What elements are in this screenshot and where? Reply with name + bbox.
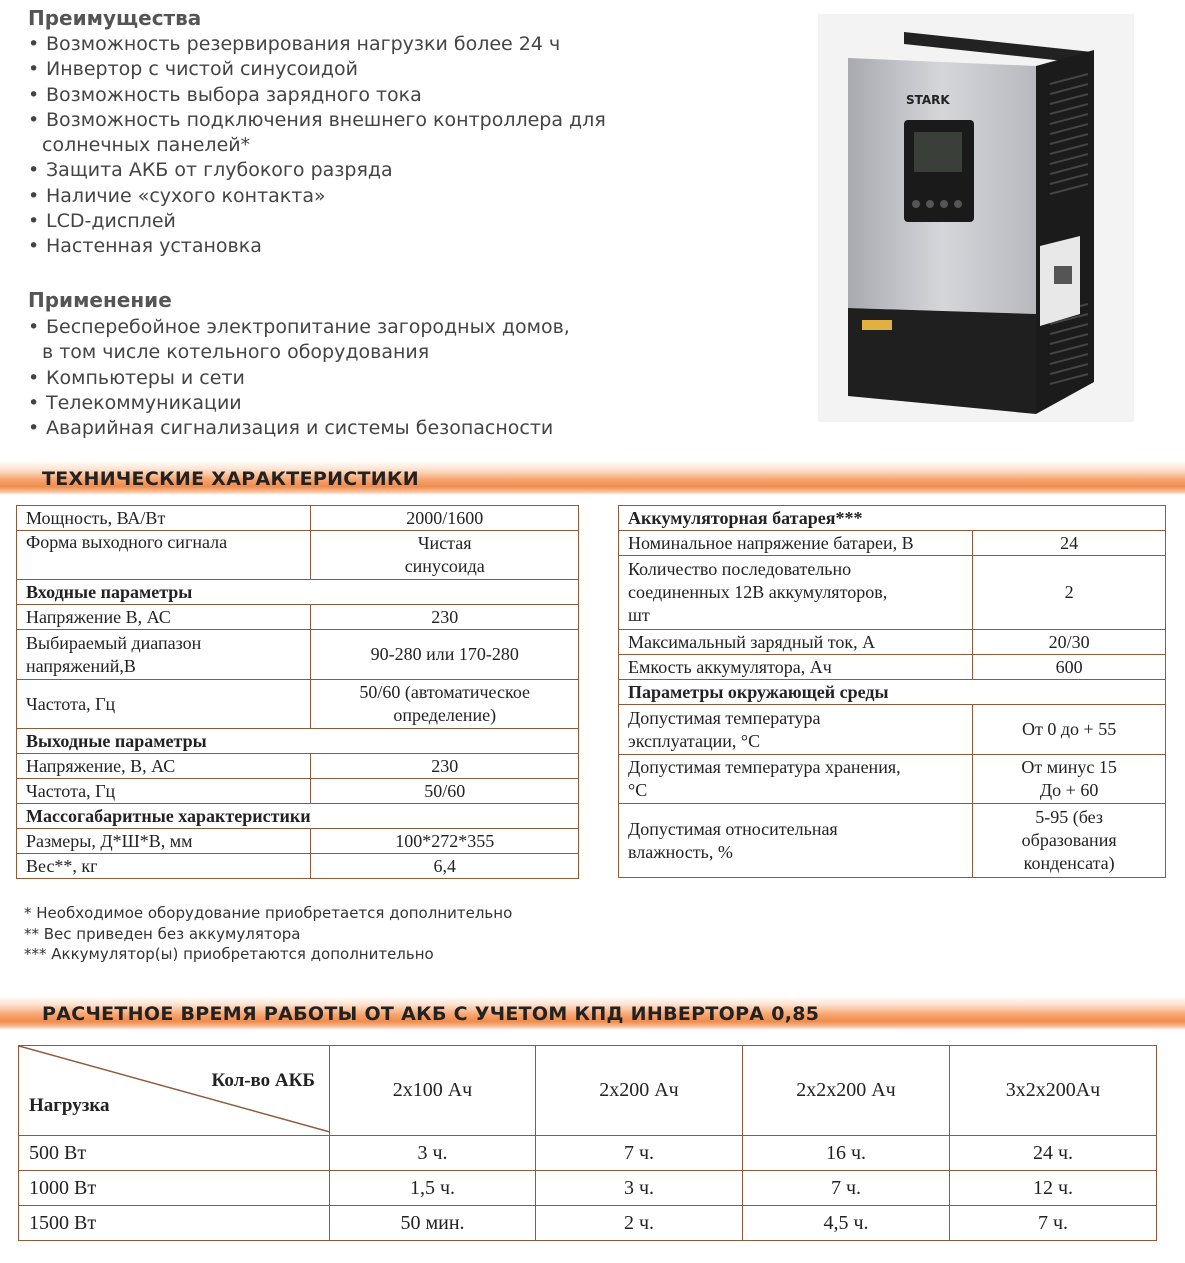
- group-header: Массогабаритные характеристики: [17, 804, 579, 829]
- column-header: 2х2х200 Ач: [743, 1046, 950, 1136]
- runtime-cell: 3 ч.: [536, 1171, 743, 1206]
- spec-label: Размеры, Д*Ш*В, мм: [17, 829, 311, 854]
- group-header: Аккумуляторная батарея***: [619, 506, 1166, 531]
- table-row: [19, 1136, 1157, 1171]
- spec-label: Номинальное напряжение батареи, В: [619, 531, 973, 556]
- list-item-continuation: солнечных панелей*: [42, 134, 251, 157]
- footnotes: [24, 903, 512, 965]
- table-row: [17, 779, 579, 804]
- spec-value: От минус 15 До + 60: [973, 755, 1166, 804]
- spec-value: 6,4: [311, 854, 579, 879]
- list-item: • Компьютеры и сети: [28, 366, 245, 389]
- spec-value: 24: [973, 531, 1166, 556]
- spec-label: Допустимая температура эксплуатации, °С: [619, 705, 973, 755]
- table-row: [19, 1171, 1157, 1206]
- table-row: [17, 680, 579, 729]
- group-header: Входные параметры: [17, 580, 579, 605]
- advantages-title: Преимущества: [28, 6, 202, 30]
- spec-value: 100*272*355: [311, 829, 579, 854]
- spec-value: 20/30: [973, 630, 1166, 655]
- runtime-cell: 12 ч.: [950, 1171, 1157, 1206]
- table-row: [619, 804, 1166, 878]
- spec-value: От 0 до + 55: [973, 705, 1166, 755]
- list-item: • Защита АКБ от глубокого разряда: [28, 159, 393, 182]
- load-cell: 500 Вт: [19, 1136, 330, 1171]
- spec-label: Мощность, ВА/Вт: [17, 506, 311, 531]
- spec-value: 230: [311, 754, 579, 779]
- spec-value: 2: [973, 556, 1166, 630]
- load-cell: 1000 Вт: [19, 1171, 330, 1206]
- spec-label: Частота, Гц: [17, 779, 311, 804]
- spec-value: 230: [311, 605, 579, 630]
- table-row: [17, 729, 579, 754]
- footnote: *** Аккумулятор(ы) приобретаются дополнительно: [24, 945, 434, 963]
- runtime-cell: 2 ч.: [536, 1206, 743, 1241]
- spec-label: Допустимая относительная влажность, %: [619, 804, 973, 878]
- list-item: • Инвертор с чистой синусоидой: [28, 58, 358, 81]
- spec-table-left: [16, 505, 579, 879]
- list-item: • Возможность резервирования нагрузки более 24 ч: [28, 33, 561, 55]
- spec-label: Количество последовательно соединенных 12В аккумуляторов, шт: [619, 556, 973, 630]
- spec-label: Напряжение, В, АС: [17, 754, 311, 779]
- spec-label: Частота, Гц: [17, 680, 311, 729]
- column-header: 2х200 Ач: [536, 1046, 743, 1136]
- table-row: [17, 605, 579, 630]
- runtime-cell: 16 ч.: [743, 1136, 950, 1171]
- spec-title: ТЕХНИЧЕСКИЕ ХАРАКТЕРИСТИКИ: [42, 468, 420, 490]
- application-title: Применение: [28, 288, 172, 312]
- list-item: • LCD-дисплей: [28, 210, 176, 233]
- runtime-table: [18, 1045, 1157, 1241]
- brand-logo: STARK: [906, 93, 950, 107]
- spec-label: Емкость аккумулятора, Ач: [619, 655, 973, 680]
- list-item-continuation: в том числе котельного оборудования: [42, 341, 430, 364]
- spec-value: 5-95 (без образования конденсата): [973, 804, 1166, 878]
- spec-value: 50/60: [311, 779, 579, 804]
- inverter-device-image: [818, 14, 1134, 422]
- spec-label: Форма выходного сигнала: [17, 531, 311, 580]
- spec-value: 600: [973, 655, 1166, 680]
- table-row: [17, 854, 579, 879]
- list-item: • Бесперебойное электропитание загородных домов,: [28, 316, 570, 338]
- spec-table-right: [618, 505, 1166, 878]
- table-row: [17, 531, 579, 580]
- table-row: [17, 630, 579, 680]
- column-header: 2х100 Ач: [330, 1046, 536, 1136]
- runtime-cell: 7 ч.: [950, 1206, 1157, 1241]
- spec-value: 90-280 или 170-280: [311, 630, 579, 680]
- spec-value: 50/60 (автоматическое определение): [311, 680, 579, 729]
- runtime-cell: 7 ч.: [743, 1171, 950, 1206]
- spec-label: Вес**, кг: [17, 854, 311, 879]
- table-row: [17, 580, 579, 605]
- group-header: Параметры окружающей среды: [619, 680, 1166, 705]
- table-row: [17, 754, 579, 779]
- advantages-list: [28, 32, 606, 260]
- runtime-title: РАСЧЕТНОЕ ВРЕМЯ РАБОТЫ ОТ АКБ С УЧЕТОМ КПД ИНВЕРТОРА 0,85: [42, 1003, 820, 1025]
- runtime-cell: 24 ч.: [950, 1136, 1157, 1171]
- list-item: • Возможность подключения внешнего контроллера для: [28, 108, 606, 131]
- table-row: [17, 829, 579, 854]
- list-item: • Настенная установка: [28, 235, 262, 258]
- list-item: • Возможность выбора зарядного тока: [28, 83, 422, 106]
- table-row: [19, 1206, 1157, 1241]
- spec-label: Выбираемый диапазон напряжений,В: [17, 630, 311, 680]
- runtime-cell: 50 мин.: [330, 1206, 536, 1241]
- table-row: [619, 630, 1166, 655]
- list-item: • Наличие «сухого контакта»: [28, 184, 326, 207]
- table-row: [619, 680, 1166, 705]
- column-header: 3х2х200Ач: [950, 1046, 1157, 1136]
- group-header: Выходные параметры: [17, 729, 579, 754]
- table-row: [619, 655, 1166, 680]
- corner-cell: [19, 1046, 330, 1136]
- table-row: [619, 755, 1166, 804]
- list-item: • Телекоммуникации: [28, 391, 242, 414]
- runtime-cell: 7 ч.: [536, 1136, 743, 1171]
- runtime-cell: 3 ч.: [330, 1136, 536, 1171]
- runtime-cell: 1,5 ч.: [330, 1171, 536, 1206]
- table-row: [619, 531, 1166, 556]
- spec-label: Напряжение В, АС: [17, 605, 311, 630]
- corner-label-load: Нагрузка: [29, 1095, 110, 1116]
- footnote: * Необходимое оборудование приобретается дополнительно: [24, 904, 513, 922]
- corner-label-batteries: Кол-во АКБ: [211, 1070, 315, 1091]
- spec-value: Чистая синусоида: [311, 531, 579, 580]
- load-cell: 1500 Вт: [19, 1206, 330, 1241]
- footnote: ** Вес приведен без аккумулятора: [24, 924, 301, 943]
- list-item: • Аварийная сигнализация и системы безопасности: [28, 417, 554, 440]
- spec-value: 2000/1600: [311, 506, 579, 531]
- spec-label: Допустимая температура хранения, °С: [619, 755, 973, 804]
- table-row: [17, 506, 579, 531]
- table-row: [619, 506, 1166, 531]
- spec-label: Максимальный зарядный ток, А: [619, 630, 973, 655]
- runtime-cell: 4,5 ч.: [743, 1206, 950, 1241]
- application-list: [28, 315, 570, 441]
- table-row: [619, 705, 1166, 755]
- table-header-row: [19, 1046, 1157, 1136]
- table-row: [619, 556, 1166, 630]
- table-row: [17, 804, 579, 829]
